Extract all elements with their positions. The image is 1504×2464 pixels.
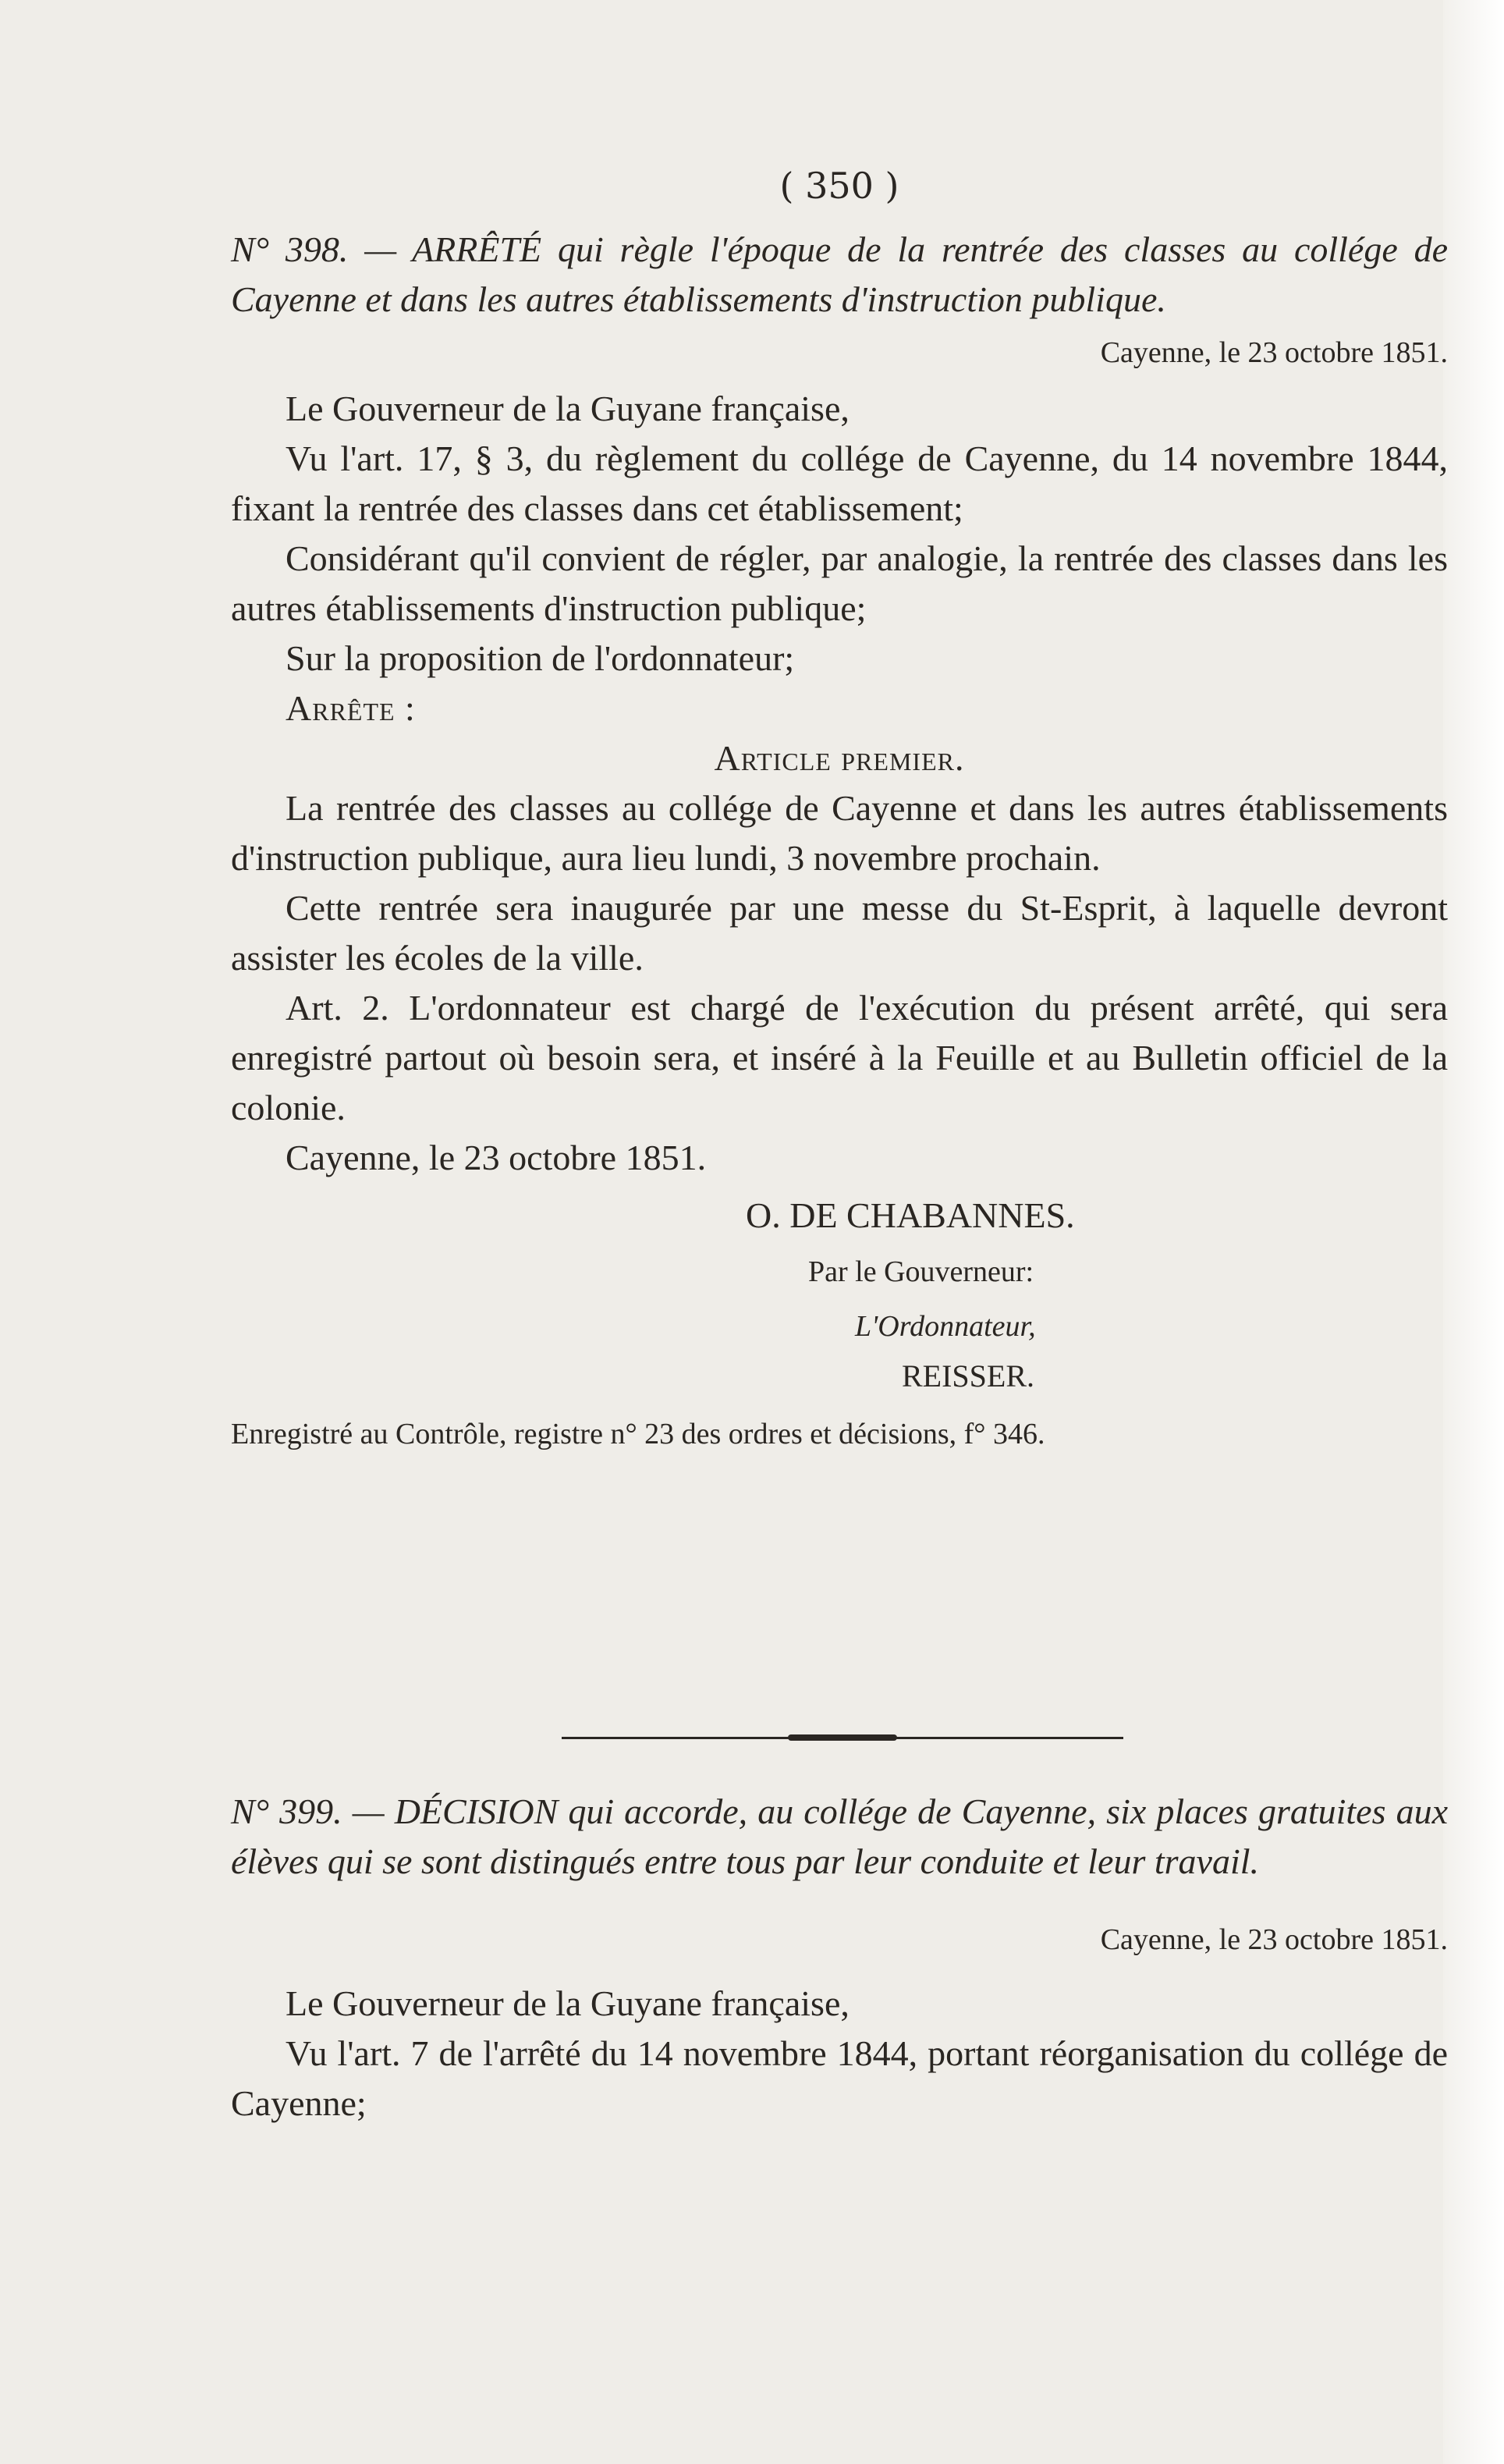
decree-398-arrete: Arrête :: [286, 688, 416, 728]
decree-398-article-paragraph: Art. 2. L'ordonnateur est chargé de l'exécution du présent arrêté, qui sera enregistré partout où besoin sera, et inséré à la Feuille et au Bulletin officiel de la colonie.: [231, 988, 1448, 1127]
decree-398-par-le: Par le Gouverneur:: [808, 1255, 1034, 1288]
decree-398-closing-date: Cayenne, le 23 octobre 1851.: [286, 1138, 707, 1177]
decree-398-paragraph: Vu l'art. 17, § 3, du règlement du collége de Cayenne, du 14 novembre 1844, fixant la rentrée des classes dans cet établissement;: [231, 438, 1448, 528]
decree-398-article-paragraph: La rentrée des classes au collége de Cayenne et dans les autres établissements d'instruction publique, aura lieu lundi, 3 novembre prochain.: [231, 788, 1448, 878]
decree-398-paragraph: Sur la proposition de l'ordonnateur;: [286, 638, 795, 678]
decision-399-paragraph: Le Gouverneur de la Guyane française,: [286, 1983, 850, 2023]
page-edge: [1443, 0, 1504, 2464]
decree-398-article-paragraph: Cette rentrée sera inaugurée par une messe du St-Esprit, à laquelle devront assister les écoles de la ville.: [231, 888, 1448, 978]
decision-399: [231, 1787, 1448, 2128]
section-divider: [562, 1737, 1123, 1739]
page-number: ( 350 ): [779, 165, 899, 207]
decree-398-article-title: Article premier.: [714, 738, 965, 778]
decree-398-heading: N° 398. — ARRÊTÉ qui règle l'époque de la rentrée des classes au collége de Cayenne et dans les autres établissements d'instruction publique.: [231, 229, 1448, 319]
decision-399-paragraph: Vu l'art. 7 de l'arrêté du 14 novembre 1844, portant réorganisation du collége de Cayenne;: [231, 2033, 1448, 2123]
decision-399-heading: N° 399. — DÉCISION qui accorde, au collége de Cayenne, six places gratuites aux élèves qui se sont distingués entre tous par leur conduite et leur travail.: [231, 1791, 1448, 1881]
decree-398: [231, 225, 1448, 1459]
decree-398-ordonnateur-name: REISSER.: [902, 1358, 1035, 1394]
decree-398-paragraph: Le Gouverneur de la Guyane française,: [286, 389, 850, 428]
decree-398-dateline: Cayenne, le 23 octobre 1851.: [1100, 336, 1448, 369]
decision-399-dateline: Cayenne, le 23 octobre 1851.: [1100, 1923, 1448, 1956]
decree-398-paragraph: Considérant qu'il convient de régler, par analogie, la rentrée des classes dans les autres établissements d'instruction publique;: [231, 538, 1448, 628]
decree-398-registration: Enregistré au Contrôle, registre n° 23 des ordres et décisions, f° 346.: [231, 1418, 1045, 1450]
decree-398-signatory: O. DE CHABANNES.: [746, 1195, 1075, 1235]
decree-398-ordonnateur-title: L'Ordonnateur,: [855, 1310, 1036, 1343]
